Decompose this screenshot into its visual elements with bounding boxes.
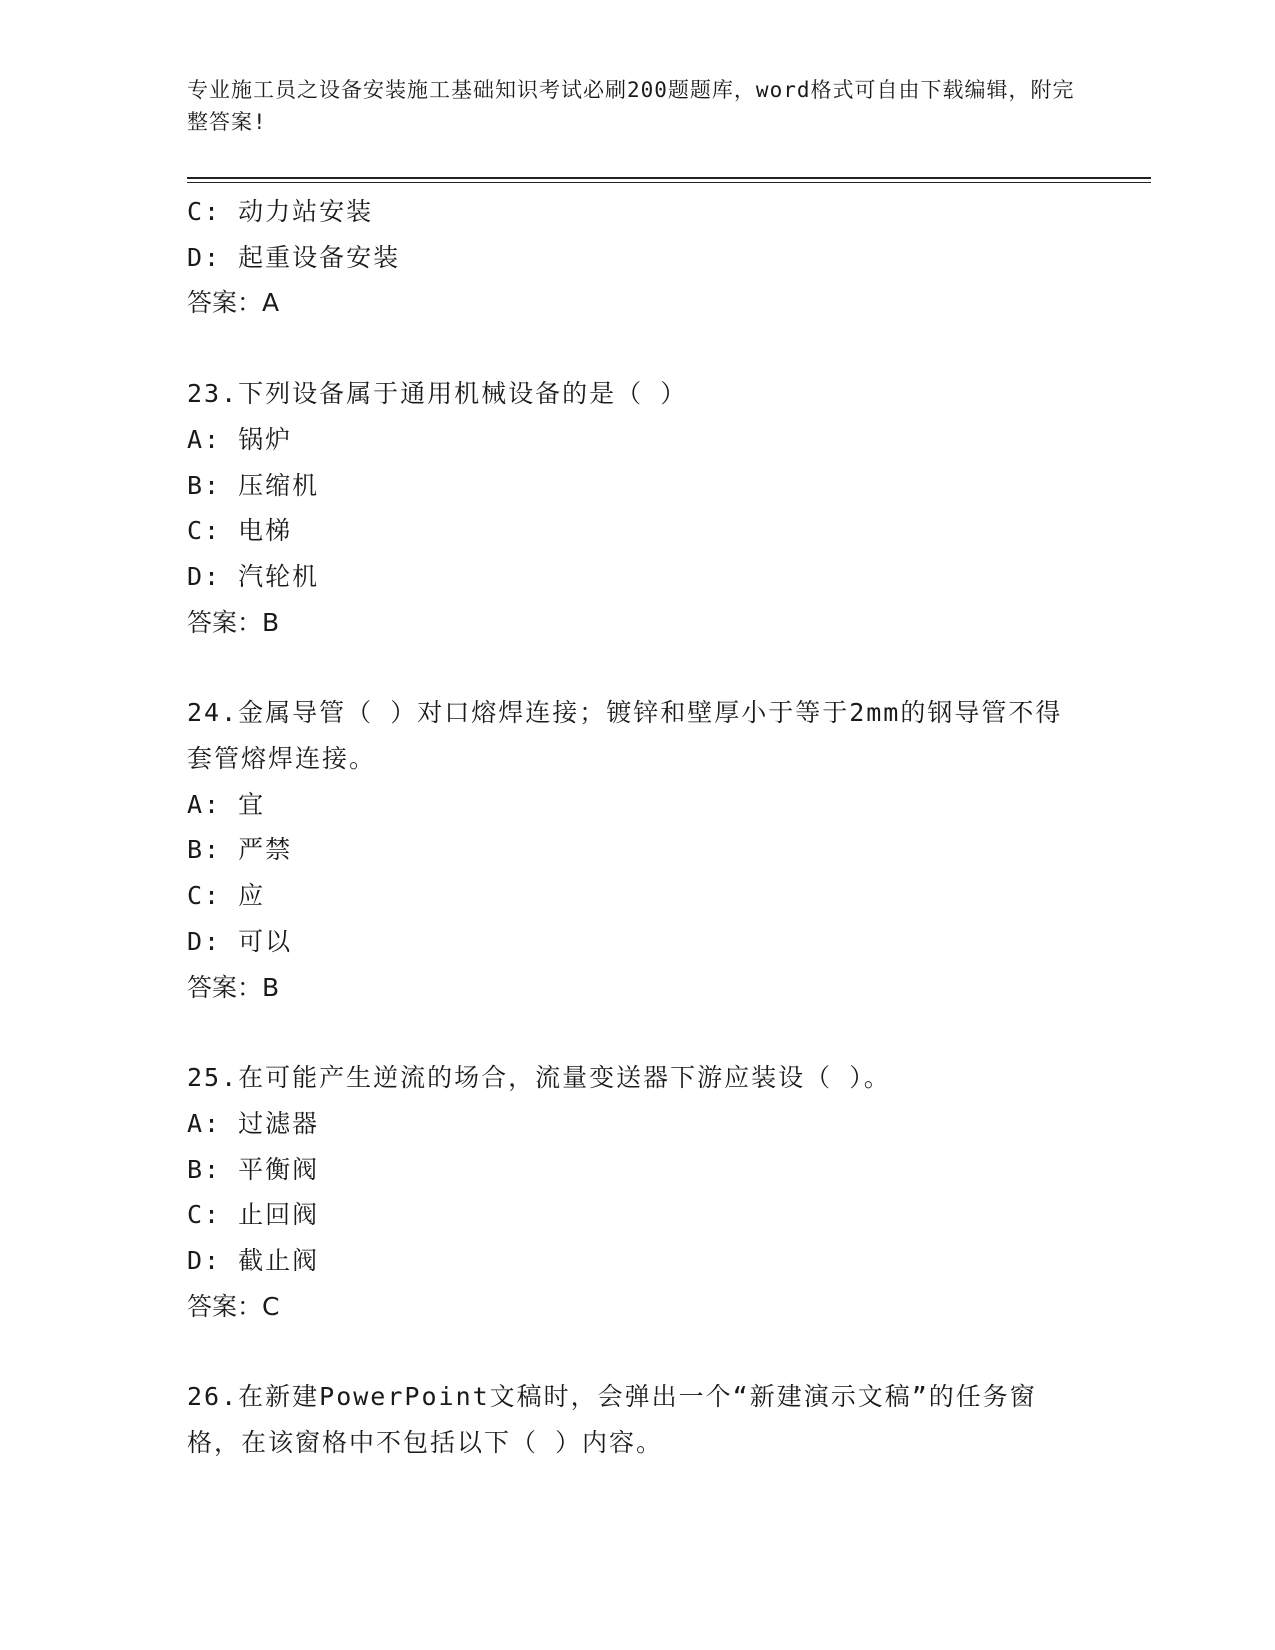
document-header: 专业施工员之设备安装施工基础知识考试必刷200题题库，word格式可自由下载编辑，附完整答案! [187,78,1075,134]
option-b: B: 压缩机 [187,470,320,500]
option-b: B: 平衡阀 [187,1154,320,1184]
document-body [187,189,1087,1466]
option-d: D: 截止阀 [187,1246,320,1276]
question-23 [187,371,1087,645]
option-c: C: 应 [187,881,266,911]
answer-line: 答案：B [187,972,280,1002]
question-stem: 26.在新建PowerPoint文稿时，会弹出一个“新建演示文稿”的任务窗格，在该窗格中不包括以下（ ）内容。 [187,1382,1037,1458]
question-stem: 25.在可能产生逆流的场合，流量变送器下游应装设（ ）。 [187,1063,891,1093]
option-a: A: 过滤器 [187,1108,320,1138]
question-stem: 24.金属导管（ ）对口熔焊连接；镀锌和壁厚小于等于2mm的钢导管不得套管熔焊连接。 [187,698,1063,774]
answer-line: 答案：B [187,607,280,637]
answer-line: 答案：C [187,1291,280,1321]
question-stem: 23.下列设备属于通用机械设备的是（ ） [187,379,688,409]
answer-line: 答案：A [187,288,280,318]
option-a: A: 锅炉 [187,424,293,454]
option-d: D: 可以 [187,926,293,956]
question-25 [187,1055,1087,1329]
header-divider [187,177,1151,183]
question-26 [187,1374,1087,1465]
question-24 [187,690,1087,1010]
option-d: D: 起重设备安装 [187,242,401,272]
option-c: C: 动力站安装 [187,197,374,226]
partial-question [187,189,1087,326]
option-b: B: 严禁 [187,835,293,865]
option-c: C: 止回阀 [187,1200,320,1230]
option-c: C: 电梯 [187,516,293,546]
option-a: A: 宜 [187,789,266,819]
option-d: D: 汽轮机 [187,561,320,591]
